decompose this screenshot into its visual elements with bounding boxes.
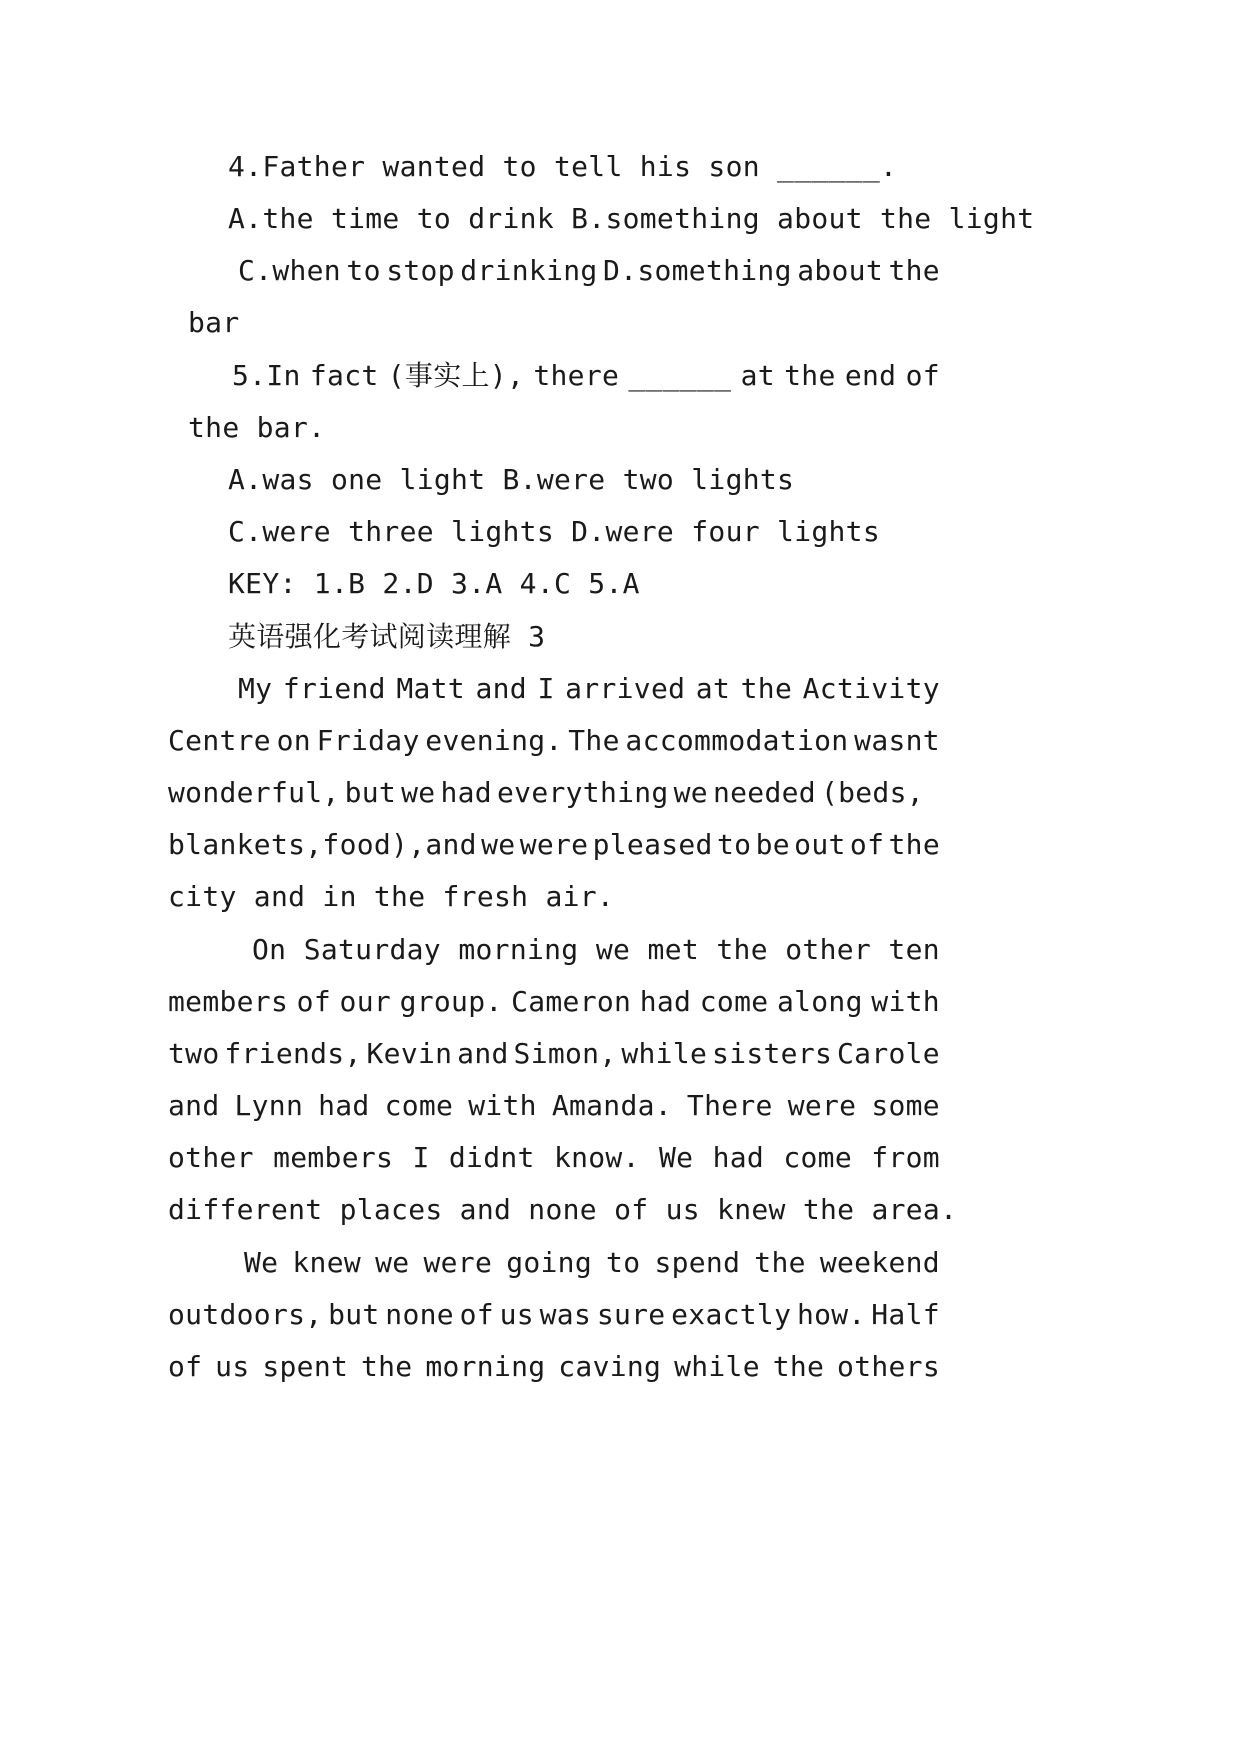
paragraph-2-line-1 (252, 930, 940, 970)
word: the (888, 828, 940, 861)
word: knew (292, 1246, 362, 1279)
word: Activity (802, 672, 940, 705)
paragraph-2-last-line: different places and none of us knew the area. (168, 1193, 958, 1226)
word: along (776, 985, 863, 1018)
word: other (168, 1141, 254, 1174)
word: going (506, 1246, 592, 1279)
word: had (712, 1141, 765, 1174)
word: our (339, 985, 392, 1018)
word: drinking (460, 254, 598, 287)
word: we (481, 828, 516, 861)
word: My (238, 672, 273, 705)
word: the (716, 933, 768, 966)
word: spent (262, 1350, 349, 1383)
question-4-options-cd-wrap: bar (188, 306, 240, 339)
word: the (784, 359, 836, 392)
word: members (168, 985, 289, 1018)
word: the (360, 1350, 413, 1383)
word: two (168, 1037, 220, 1070)
word: had (440, 776, 492, 809)
word: friend (282, 672, 386, 705)
word: we (375, 1246, 410, 1279)
word: fact (309, 359, 379, 392)
word: C.when (238, 254, 341, 287)
word: Cameron (511, 985, 632, 1018)
word: there (533, 359, 620, 392)
word: was (539, 1298, 592, 1331)
question-5-stem (232, 356, 940, 396)
word: Saturday (303, 933, 441, 966)
word: sure (596, 1298, 666, 1331)
word: and (168, 1089, 220, 1122)
word: (beds, (820, 776, 924, 809)
paragraph-2-line-3 (168, 1034, 940, 1074)
word: of (459, 1298, 494, 1331)
word: with (871, 985, 940, 1018)
paragraph-1-line-1 (238, 669, 940, 709)
word: while (674, 1350, 760, 1383)
paragraph-3-line-1 (244, 1243, 940, 1283)
paragraph-1-line-3 (168, 773, 924, 813)
word: Simon, (513, 1037, 617, 1070)
word: weekend (819, 1246, 940, 1279)
word: on (276, 724, 311, 757)
paragraph-2-line-2 (168, 982, 940, 1022)
paragraph-2-line-4 (168, 1086, 940, 1126)
section-title: 英语强化考试阅读理解 3 (228, 620, 546, 653)
paragraph-1-line-4 (168, 825, 940, 865)
word: I (412, 1141, 430, 1174)
word: of (296, 985, 331, 1018)
word: Lynn (234, 1089, 304, 1122)
word: about (797, 254, 883, 287)
word: to (346, 254, 381, 287)
word: sisters (712, 1037, 833, 1070)
word: We (659, 1141, 694, 1174)
word: other (785, 933, 872, 966)
question-5-stem-wrap: the bar. (188, 411, 326, 444)
word: of (849, 828, 885, 861)
word: know. (553, 1141, 640, 1174)
question-4-options-cd (238, 251, 940, 291)
word: morning (458, 933, 579, 966)
paragraph-3-line-3 (168, 1347, 940, 1387)
word: We (244, 1246, 279, 1279)
word: were (423, 1246, 493, 1279)
word: from (871, 1141, 940, 1174)
word: while (621, 1037, 708, 1070)
word: members (273, 1141, 394, 1174)
word: us (499, 1298, 534, 1331)
word: of (905, 359, 940, 392)
word: others (837, 1350, 940, 1383)
word: There (686, 1089, 773, 1122)
word: evening. (425, 724, 563, 757)
word: Amanda. (551, 1089, 672, 1122)
word: pleased (592, 828, 713, 861)
word: be (755, 828, 790, 861)
word: were (519, 828, 589, 861)
word: at (740, 359, 775, 392)
word: come (384, 1089, 454, 1122)
word: (事实上), (387, 359, 525, 392)
word: but (344, 776, 397, 809)
word: met (647, 933, 700, 966)
word: I (537, 672, 555, 705)
word: Centre (168, 724, 271, 757)
word: wonderful, (168, 776, 340, 809)
question-4-options-ab: A.the time to drink B.something about the light (228, 202, 1035, 235)
word: and (475, 672, 527, 705)
word: end (844, 359, 897, 392)
word: The (568, 724, 620, 757)
word: outdoors, (168, 1298, 323, 1331)
paragraph-1-last-line: city and in the fresh air. (168, 880, 615, 913)
word: blankets,food),and (168, 828, 477, 861)
word: were (787, 1089, 857, 1122)
word: arrived (565, 672, 686, 705)
word: out (794, 828, 846, 861)
question-5-options-cd: C.were three lights D.were four lights (228, 515, 880, 548)
word: didnt (448, 1141, 535, 1174)
word: had (639, 985, 692, 1018)
word: group. (399, 985, 503, 1018)
word: none (385, 1298, 454, 1331)
question-5-options-ab: A.was one light B.were two lights (228, 463, 795, 496)
word: Kevin (366, 1037, 453, 1070)
word: the (772, 1350, 825, 1383)
word: the (888, 254, 940, 287)
word: friends, (224, 1037, 362, 1070)
answer-key: KEY: 1.B 2.D 3.A 4.C 5.A (228, 567, 640, 600)
word: and (457, 1037, 509, 1070)
word: 5.In (232, 359, 301, 392)
word: stop (386, 254, 455, 287)
word: morning (425, 1350, 546, 1383)
word: we (673, 776, 708, 809)
word: but (328, 1298, 380, 1331)
word: Matt (396, 672, 465, 705)
word: come (699, 985, 769, 1018)
word: caving (558, 1350, 662, 1383)
word: how. (796, 1298, 866, 1331)
word: we (595, 933, 631, 966)
word: accommodation (625, 724, 849, 757)
word: needed (712, 776, 816, 809)
question-4-stem: 4.Father wanted to tell his son ______. (228, 150, 898, 183)
word: to (606, 1246, 641, 1279)
word: spend (654, 1246, 741, 1279)
word: D.something (603, 254, 792, 287)
word: of (168, 1350, 203, 1383)
paragraph-2-line-5 (168, 1138, 940, 1178)
word: had (318, 1089, 370, 1122)
word: at (695, 672, 731, 705)
word: Half (871, 1298, 940, 1331)
word: On (252, 933, 287, 966)
word: the (740, 672, 793, 705)
word: with (468, 1089, 537, 1122)
paragraph-3-line-2 (168, 1295, 940, 1335)
word: ten (888, 933, 940, 966)
word: Carole (837, 1037, 940, 1070)
word: some (871, 1089, 940, 1122)
word: us (215, 1350, 250, 1383)
word: exactly (671, 1298, 792, 1331)
word: ______ (628, 359, 732, 392)
paragraph-1-line-2 (168, 721, 940, 761)
word: Friday (316, 724, 420, 757)
word: to (716, 828, 752, 861)
word: we (401, 776, 436, 809)
word: everything (497, 776, 669, 809)
word: wasnt (854, 724, 940, 757)
word: the (754, 1246, 806, 1279)
word: come (783, 1141, 852, 1174)
